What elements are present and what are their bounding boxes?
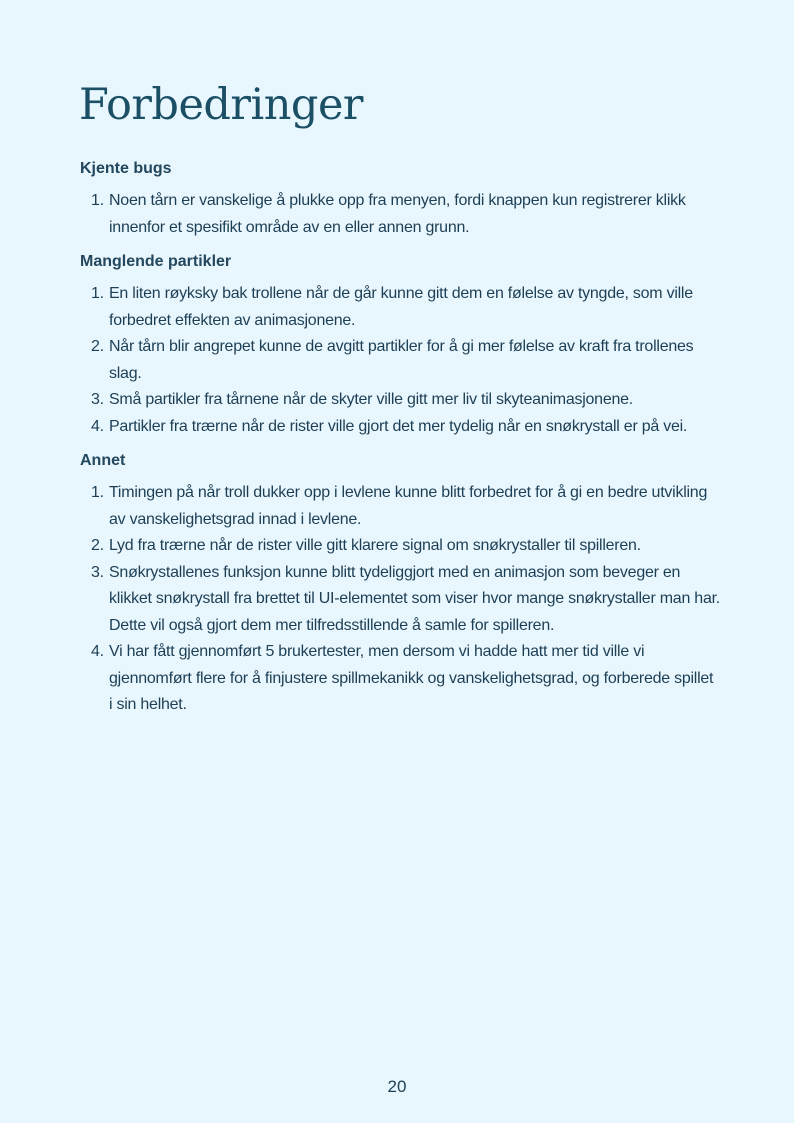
numbered-list	[80, 188, 720, 241]
section-missing-particles	[80, 251, 720, 440]
section-heading: Kjente bugs	[80, 160, 172, 177]
list-item: 3. Små partikler fra tårnene når de skyter ville gitt mer liv til skyteanimasjonene.	[108, 387, 720, 414]
list-item: 2. Lyd fra trærne når de rister ville gitt klarere signal om snøkrystaller til spilleren.	[108, 533, 720, 560]
list-item: 4. Partikler fra trærne når de rister ville gjort det mer tydelig når en snøkrystall er på vei.	[108, 414, 720, 441]
section-heading: Manglende partikler	[80, 253, 232, 270]
list-item: 1. Noen tårn er vanskelige å plukke opp fra menyen, fordi knappen kun registrerer klikk innenfor et spesifikt område av en eller annen grunn.	[108, 188, 720, 241]
numbered-list	[80, 480, 720, 719]
section-known-bugs	[80, 158, 720, 241]
page-title: Forbedringer	[79, 80, 363, 130]
list-item: 4. Vi har fått gjennomført 5 brukertester, men dersom vi hadde hatt mer tid ville vi gjennomført flere for å finjustere spillmekanikk og vanskelighetsgrad, og forberede spillet i sin helhet.	[108, 639, 720, 719]
section-heading: Annet	[80, 452, 126, 469]
numbered-list	[80, 281, 720, 440]
page-number: 20	[387, 1077, 407, 1096]
list-item: 1. En liten røyksky bak trollene når de går kunne gitt dem en følelse av tyngde, som ville forbedret effekten av animasjonene.	[108, 281, 720, 334]
list-item: 1. Timingen på når troll dukker opp i levlene kunne blitt forbedret for å gi en bedre utvikling av vanskelighetsgrad innad i levlene.	[108, 480, 720, 533]
list-item: 3. Snøkrystallenes funksjon kunne blitt tydeliggjort med en animasjon som beveger en klikket snøkrystall fra brettet til UI-elementet som viser hvor mange snøkrystaller man har. Dette vil også gjort dem mer tilfredsstillende å samle for spilleren.	[108, 560, 720, 640]
section-other	[80, 450, 720, 719]
page-content	[80, 158, 720, 729]
list-item: 2. Når tårn blir angrepet kunne de avgitt partikler for å gi mer følelse av kraft fra trollenes slag.	[108, 334, 720, 387]
